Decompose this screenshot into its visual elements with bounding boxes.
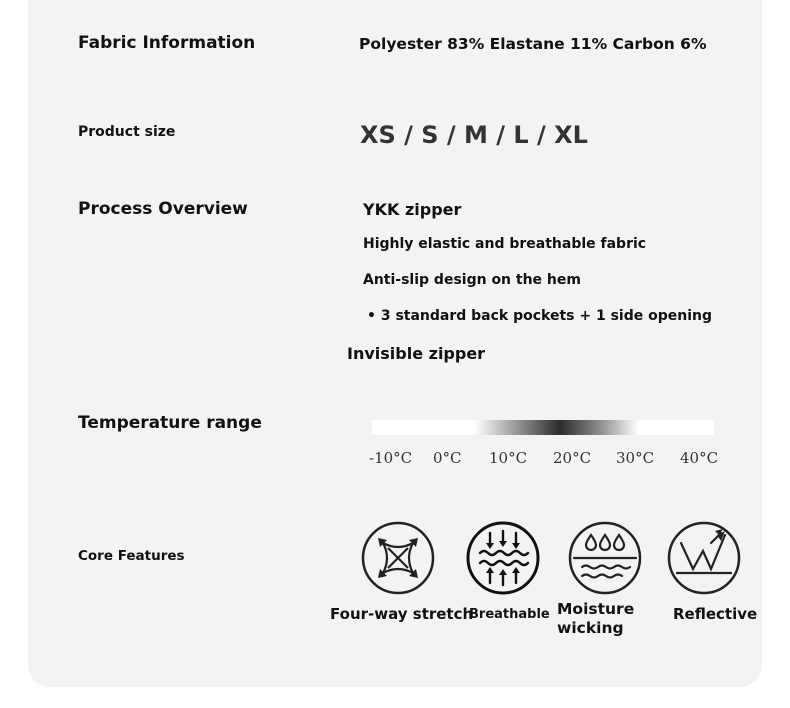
breathable-icon bbox=[466, 521, 540, 595]
fabric-label: Fabric Information bbox=[78, 33, 256, 53]
process-item: • 3 standard back pockets + 1 side opening bbox=[367, 308, 712, 324]
temperature-label: Temperature range bbox=[78, 413, 262, 433]
feature-name: Breathable bbox=[469, 607, 550, 622]
temperature-tick: 40°C bbox=[680, 449, 719, 467]
temperature-gradient-bar bbox=[372, 420, 714, 435]
features-label: Core Features bbox=[78, 548, 185, 564]
process-label: Process Overview bbox=[78, 199, 248, 219]
fabric-value: Polyester 83% Elastane 11% Carbon 6% bbox=[359, 35, 707, 53]
reflective-icon bbox=[667, 521, 741, 595]
process-item: Invisible zipper bbox=[347, 344, 486, 363]
feature-name: Four-way stretch bbox=[330, 605, 474, 623]
process-item: YKK zipper bbox=[363, 200, 462, 219]
feature-name: Moisture wicking bbox=[557, 600, 635, 637]
temperature-tick: 20°C bbox=[553, 449, 592, 467]
moisture-wicking-icon bbox=[568, 521, 642, 595]
temperature-tick: 0°C bbox=[433, 449, 462, 467]
temperature-tick: 30°C bbox=[616, 449, 655, 467]
process-item: Anti-slip design on the hem bbox=[363, 272, 581, 288]
size-value: XS / S / M / L / XL bbox=[360, 121, 588, 149]
feature-name: Reflective bbox=[673, 605, 758, 623]
temperature-tick: 10°C bbox=[489, 449, 528, 467]
process-item: Highly elastic and breathable fabric bbox=[363, 236, 647, 252]
temperature-tick: -10°C bbox=[369, 449, 413, 467]
size-label: Product size bbox=[78, 124, 176, 140]
four-way-stretch-icon bbox=[361, 521, 435, 595]
